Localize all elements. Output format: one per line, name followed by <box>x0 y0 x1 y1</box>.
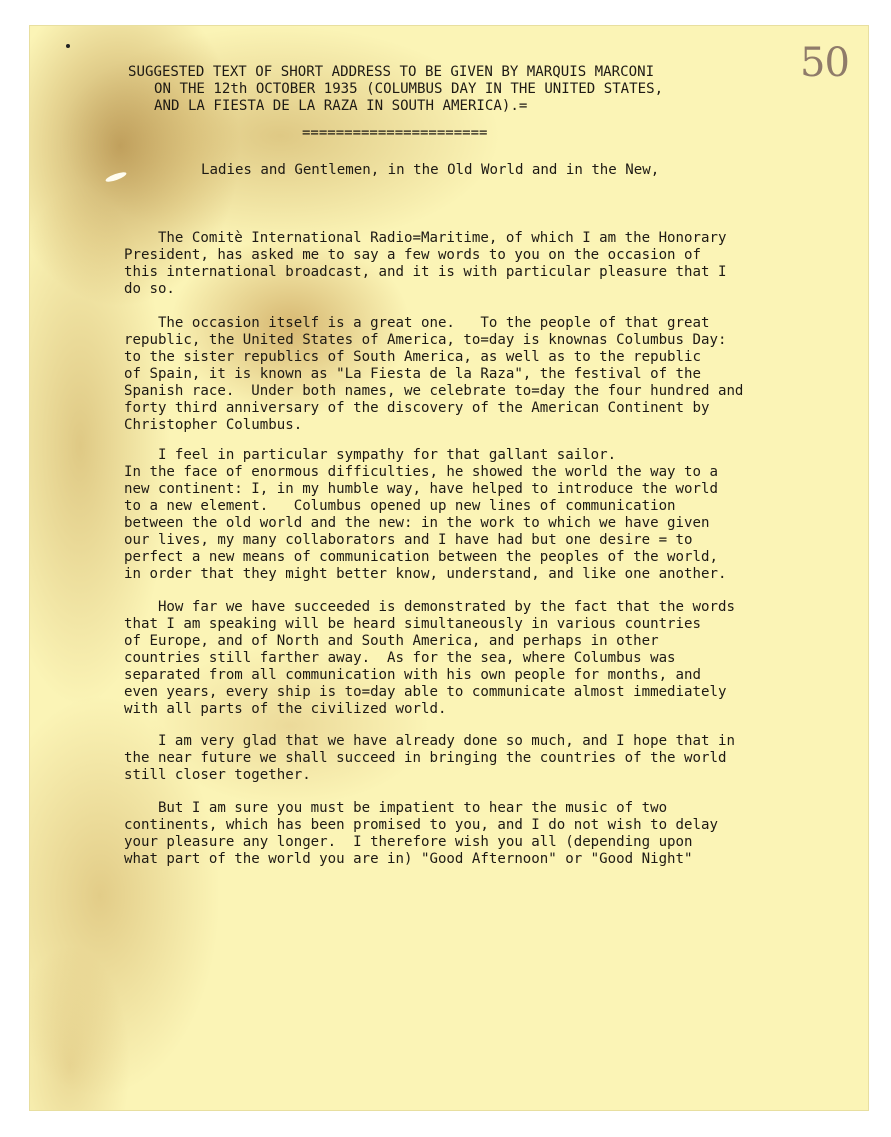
paragraph-4-line: How far we have succeeded is demonstrated by the fact that the words <box>124 599 735 615</box>
paragraph-2-line: to the sister republics of South America, as well as to the republic <box>124 349 701 365</box>
paragraph-4-line: even years, every ship is to=day able to communicate almost immediately <box>124 684 727 700</box>
paragraph-2-line: forty third anniversary of the discovery of the American Continent by <box>124 400 710 416</box>
paragraph-4-line: countries still farther away. As for the sea, where Columbus was <box>124 650 676 666</box>
salutation: Ladies and Gentlemen, in the Old World and in the New, <box>201 162 660 178</box>
paragraph-3-line: I feel in particular sympathy for that gallant sailor. <box>124 447 617 463</box>
paragraph-5-line: I am very glad that we have already done so much, and I hope that in <box>124 733 735 749</box>
handwritten-page-number: 50 <box>800 40 849 86</box>
paragraph-4-line: separated from all communication with his own people for months, and <box>124 667 701 683</box>
paragraph-4-line: that I am speaking will be heard simultaneously in various countries <box>124 616 701 632</box>
paragraph-1-line: The Comitè International Radio=Maritime, of which I am the Honorary <box>124 230 727 246</box>
stain-mark <box>105 170 128 183</box>
paragraph-3-line: our lives, my many collaborators and I have had but one desire = to <box>124 532 693 548</box>
heading-line-3: AND LA FIESTA DE LA RAZA IN SOUTH AMERICA).= <box>154 98 528 114</box>
paragraph-6-line: continents, which has been promised to you, and I do not wish to delay <box>124 817 718 833</box>
paragraph-3-line: in order that they might better know, understand, and like one another. <box>124 566 727 582</box>
heading-line-1: SUGGESTED TEXT OF SHORT ADDRESS TO BE GIVEN BY MARQUIS MARCONI <box>128 64 655 80</box>
paragraph-4-line: with all parts of the civilized world. <box>124 701 447 717</box>
paragraph-2-line: Spanish race. Under both names, we celebrate to=day the four hundred and <box>124 383 744 399</box>
paragraph-3-line: new continent: I, in my humble way, have helped to introduce the world <box>124 481 718 497</box>
paragraph-3-line: In the face of enormous difficulties, he showed the world the way to a <box>124 464 718 480</box>
paragraph-6-line: what part of the world you are in) "Good Afternoon" or "Good Night" <box>124 851 693 867</box>
paragraph-3-line: perfect a new means of communication between the peoples of the world, <box>124 549 718 565</box>
paragraph-2-line: of Spain, it is known as "La Fiesta de la Raza", the festival of the <box>124 366 701 382</box>
paragraph-6-line: your pleasure any longer. I therefore wish you all (depending upon <box>124 834 693 850</box>
typed-page <box>30 26 868 1110</box>
paragraph-1-line: President, has asked me to say a few words to you on the occasion of <box>124 247 701 263</box>
heading-rule: ====================== <box>302 125 488 141</box>
paragraph-3-line: to a new element. Columbus opened up new lines of communication <box>124 498 676 514</box>
paragraph-2-line: The occasion itself is a great one. To the people of that great <box>124 315 710 331</box>
paragraph-5-line: the near future we shall succeed in bringing the countries of the world <box>124 750 727 766</box>
paragraph-1-line: do so. <box>124 281 175 297</box>
paragraph-3-line: between the old world and the new: in the work to which we have given <box>124 515 710 531</box>
paragraph-4-line: of Europe, and of North and South America, and perhaps in other <box>124 633 659 649</box>
paragraph-5-line: still closer together. <box>124 767 311 783</box>
pin-mark <box>66 44 70 48</box>
paragraph-1-line: this international broadcast, and it is with particular pleasure that I <box>124 264 727 280</box>
paragraph-2-line: republic, the United States of America, to=day is knownas Columbus Day: <box>124 332 727 348</box>
paragraph-2-line: Christopher Columbus. <box>124 417 303 433</box>
paragraph-6-line: But I am sure you must be impatient to hear the music of two <box>124 800 668 816</box>
heading-line-2: ON THE 12th OCTOBER 1935 (COLUMBUS DAY IN THE UNITED STATES, <box>154 81 664 97</box>
